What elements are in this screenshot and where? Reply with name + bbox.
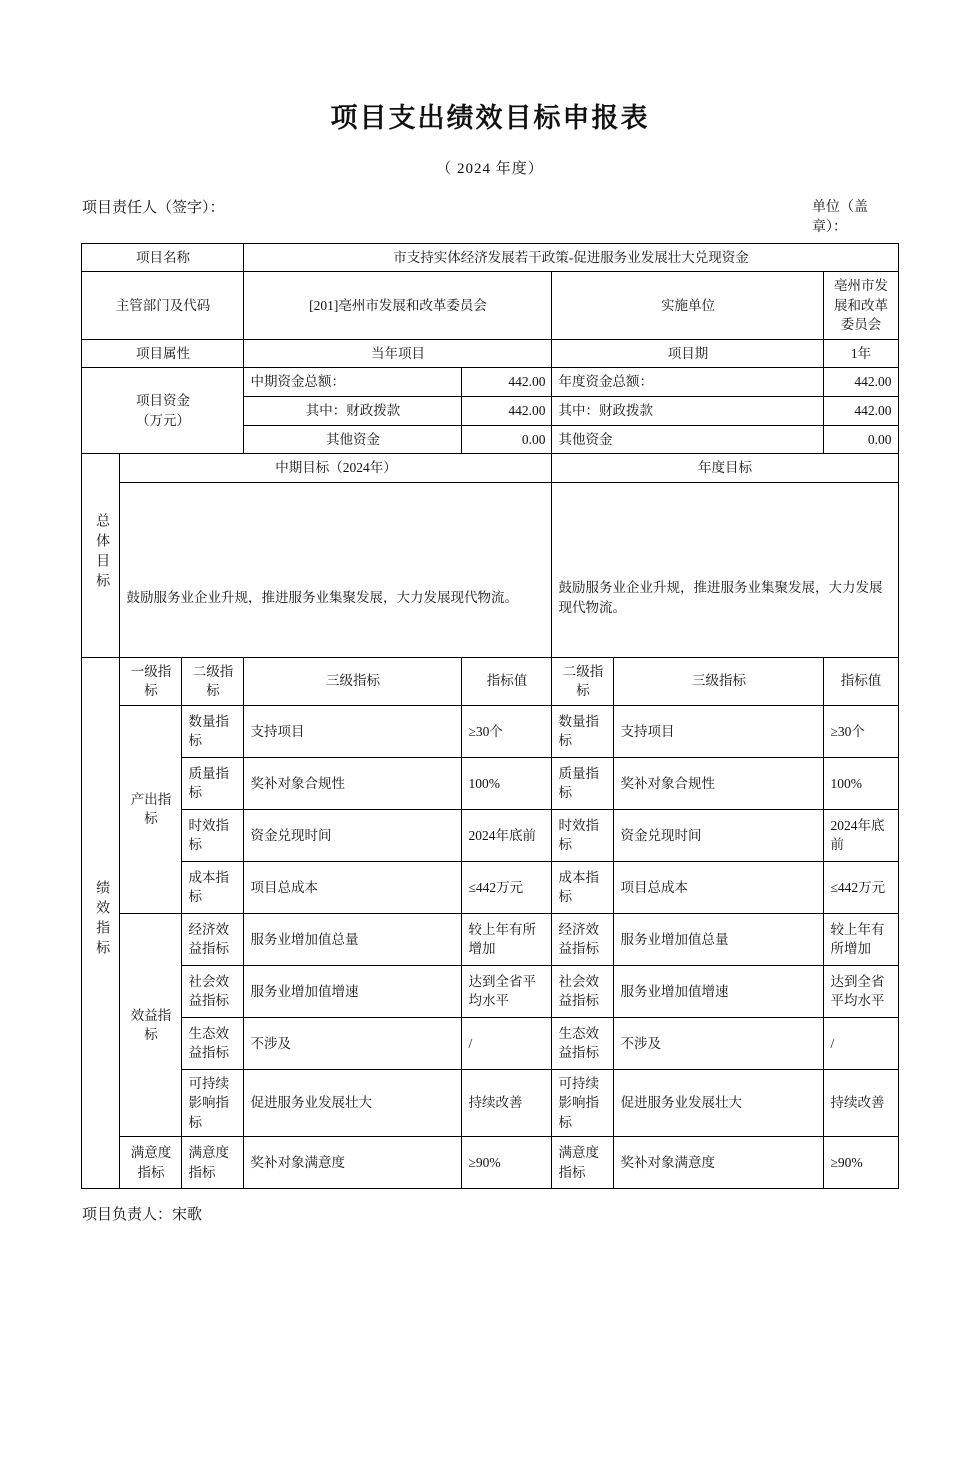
funds-label-line2: （万元） bbox=[135, 412, 190, 428]
level3-mid: 奖补对象满意度 bbox=[244, 1137, 462, 1189]
level3-year: 支持项目 bbox=[614, 705, 824, 757]
value-mid: 较上年有所增加 bbox=[462, 913, 552, 965]
funds-mid-other-label: 其他资金 bbox=[244, 425, 462, 454]
level2-mid: 生态效益指标 bbox=[182, 1017, 244, 1069]
table-row-funds-1 bbox=[82, 368, 898, 397]
page-title: 项目支出绩效目标申报表 bbox=[330, 103, 650, 133]
level2-year: 数量指标 bbox=[552, 705, 614, 757]
level3-mid: 奖补对象合规性 bbox=[244, 757, 462, 809]
project-name-value: 市支持实体经济发展若干政策-促进服务业发展壮大兑现资金 bbox=[244, 243, 898, 272]
level3-mid: 促进服务业发展壮大 bbox=[244, 1069, 462, 1137]
department-label: 主管部门及代码 bbox=[82, 272, 244, 340]
level3-year: 奖补对象满意度 bbox=[614, 1137, 824, 1189]
funds-year-other-value: 0.00 bbox=[824, 425, 898, 454]
value-mid: 达到全省平均水平 bbox=[462, 965, 552, 1017]
level2-year: 质量指标 bbox=[552, 757, 614, 809]
overall-mid-text: 鼓励服务业企业升规，推进服务业集聚发展，大力发展现代物流。 bbox=[120, 482, 552, 657]
period-value: 1年 bbox=[824, 339, 898, 368]
table-row bbox=[82, 1017, 898, 1069]
col-level3-year: 三级指标 bbox=[614, 657, 824, 705]
indicators-side-label: 绩效指标 bbox=[82, 657, 120, 1189]
attribute-value: 当年项目 bbox=[244, 339, 552, 368]
level2-year: 生态效益指标 bbox=[552, 1017, 614, 1069]
level2-mid: 成本指标 bbox=[182, 861, 244, 913]
value-mid: 持续改善 bbox=[462, 1069, 552, 1137]
funds-mid-grant-label: 其中：财政拨款 bbox=[244, 396, 462, 425]
table-row bbox=[82, 913, 898, 965]
table-row bbox=[82, 705, 898, 757]
overall-mid-header: 中期目标（2024年） bbox=[120, 454, 552, 483]
value-mid: ≥90% bbox=[462, 1137, 552, 1189]
table-row-overall-body bbox=[82, 482, 898, 657]
table-row-overall-header bbox=[82, 454, 898, 483]
table-row-department bbox=[82, 272, 898, 340]
level3-mid: 项目总成本 bbox=[244, 861, 462, 913]
value-mid: 2024年底前 bbox=[462, 809, 552, 861]
col-value-mid: 指标值 bbox=[462, 657, 552, 705]
funds-year-grant-label: 其中：财政拨款 bbox=[552, 396, 824, 425]
table-row bbox=[82, 965, 898, 1017]
level3-mid: 服务业增加值总量 bbox=[244, 913, 462, 965]
value-year: ≥30个 bbox=[824, 705, 898, 757]
page-subtitle: （ 2024 年度） bbox=[436, 161, 544, 177]
table-row bbox=[82, 809, 898, 861]
value-year: ≤442万元 bbox=[824, 861, 898, 913]
level2-year: 成本指标 bbox=[552, 861, 614, 913]
level3-mid: 不涉及 bbox=[244, 1017, 462, 1069]
funds-year-other-label: 其他资金 bbox=[552, 425, 824, 454]
level2-year: 经济效益指标 bbox=[552, 913, 614, 965]
value-year: / bbox=[824, 1017, 898, 1069]
unit-seal-label: 单位（盖章）： bbox=[812, 198, 868, 235]
value-year: 持续改善 bbox=[824, 1069, 898, 1137]
impl-unit-value: 亳州市发展和改革委员会 bbox=[824, 272, 898, 340]
table-row-indicator-header bbox=[82, 657, 898, 705]
level3-mid: 支持项目 bbox=[244, 705, 462, 757]
funds-year-grant-value: 442.00 bbox=[824, 396, 898, 425]
col-value-year: 指标值 bbox=[824, 657, 898, 705]
value-year: 达到全省平均水平 bbox=[824, 965, 898, 1017]
level2-mid: 满意度指标 bbox=[182, 1137, 244, 1189]
level3-year: 资金兑现时间 bbox=[614, 809, 824, 861]
responsible-person-label: 项目责任人（签字）： bbox=[82, 199, 225, 216]
project-name-label: 项目名称 bbox=[82, 243, 244, 272]
funds-label bbox=[82, 368, 244, 454]
funds-year-total-value: 442.00 bbox=[824, 368, 898, 397]
group-label-output: 产出指标 bbox=[120, 705, 182, 913]
overall-year-header: 年度目标 bbox=[552, 454, 898, 483]
col-level1: 一级指标 bbox=[120, 657, 182, 705]
level2-year: 可持续影响指标 bbox=[552, 1069, 614, 1137]
value-mid: 100% bbox=[462, 757, 552, 809]
level2-year: 社会效益指标 bbox=[552, 965, 614, 1017]
funds-year-total-label: 年度资金总额： bbox=[552, 368, 824, 397]
value-year: ≥90% bbox=[824, 1137, 898, 1189]
value-mid: ≥30个 bbox=[462, 705, 552, 757]
level3-year: 奖补对象合规性 bbox=[614, 757, 824, 809]
overall-year-text: 鼓励服务业企业升规，推进服务业集聚发展，大力发展现代物流。 bbox=[552, 482, 898, 657]
col-level3-mid: 三级指标 bbox=[244, 657, 462, 705]
table-row bbox=[82, 861, 898, 913]
group-label-benefit: 效益指标 bbox=[120, 913, 182, 1137]
level2-mid: 时效指标 bbox=[182, 809, 244, 861]
overall-side-label: 总体目标 bbox=[82, 454, 120, 658]
value-mid: / bbox=[462, 1017, 552, 1069]
performance-target-table bbox=[81, 243, 898, 1190]
col-level2-mid: 二级指标 bbox=[182, 657, 244, 705]
funds-mid-other-value: 0.00 bbox=[462, 425, 552, 454]
impl-unit-label: 实施单位 bbox=[552, 272, 824, 340]
document-page bbox=[0, 96, 980, 1483]
level2-mid: 社会效益指标 bbox=[182, 965, 244, 1017]
value-year: 较上年有所增加 bbox=[824, 913, 898, 965]
group-label-satisfaction: 满意度指标 bbox=[120, 1137, 182, 1189]
funds-mid-total-label: 中期资金总额： bbox=[244, 368, 462, 397]
level2-mid: 质量指标 bbox=[182, 757, 244, 809]
level3-year: 不涉及 bbox=[614, 1017, 824, 1069]
attribute-label: 项目属性 bbox=[82, 339, 244, 368]
project-owner: 项目负责人：宋歌 bbox=[82, 1206, 203, 1224]
level3-year: 项目总成本 bbox=[614, 861, 824, 913]
period-label: 项目期 bbox=[552, 339, 824, 368]
level3-year: 服务业增加值增速 bbox=[614, 965, 824, 1017]
department-value: [201]亳州市发展和改革委员会 bbox=[244, 272, 552, 340]
level2-year: 满意度指标 bbox=[552, 1137, 614, 1189]
level3-mid: 服务业增加值增速 bbox=[244, 965, 462, 1017]
funds-label-line1: 项目资金 bbox=[135, 393, 190, 409]
table-row-project-name bbox=[82, 243, 898, 272]
value-year: 2024年底前 bbox=[824, 809, 898, 861]
meta-row bbox=[82, 196, 902, 237]
value-year: 100% bbox=[824, 757, 898, 809]
table-row-attribute bbox=[82, 339, 898, 368]
value-mid: ≤442万元 bbox=[462, 861, 552, 913]
col-level2-year: 二级指标 bbox=[552, 657, 614, 705]
level3-year: 促进服务业发展壮大 bbox=[614, 1069, 824, 1137]
level3-mid: 资金兑现时间 bbox=[244, 809, 462, 861]
table-row bbox=[82, 757, 898, 809]
table-row bbox=[82, 1137, 898, 1189]
level2-mid: 可持续影响指标 bbox=[182, 1069, 244, 1137]
level2-year: 时效指标 bbox=[552, 809, 614, 861]
table-row bbox=[82, 1069, 898, 1137]
funds-mid-total-value: 442.00 bbox=[462, 368, 552, 397]
level2-mid: 数量指标 bbox=[182, 705, 244, 757]
funds-mid-grant-value: 442.00 bbox=[462, 396, 552, 425]
level2-mid: 经济效益指标 bbox=[182, 913, 244, 965]
level3-year: 服务业增加值总量 bbox=[614, 913, 824, 965]
